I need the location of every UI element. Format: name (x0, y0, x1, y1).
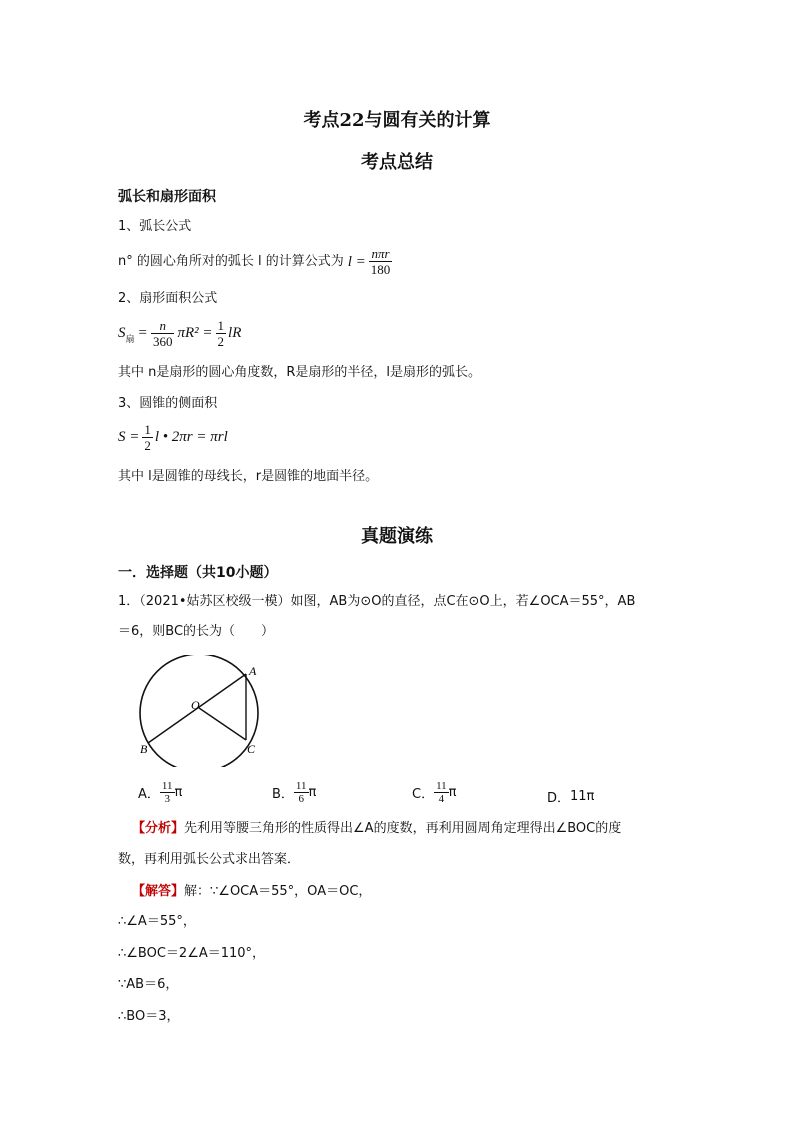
item2-title: 2、扇形面积公式 (118, 291, 218, 306)
option-a[interactable] (138, 780, 182, 805)
analysis-tag: 【分析】 (132, 821, 185, 836)
question-section-title: 一．选择题（共10小题） (118, 565, 278, 581)
fraction-numerator: 11 (295, 780, 307, 792)
option-d[interactable] (547, 787, 594, 806)
cone-area-formula (118, 422, 228, 453)
item2-note: 其中 n是扇形的圆心角度数，R是扇形的半径，l是扇形的弧长。 (118, 365, 482, 380)
fraction-one-half (216, 318, 227, 349)
formula-lhs: S = (118, 429, 140, 445)
item3-note: 其中 l是圆锥的母线长，r是圆锥的地面半径。 (118, 469, 379, 484)
option-letter: C． (412, 787, 435, 802)
option-letter: D． (547, 791, 571, 806)
document-title: 考点22与圆有关的计算 (303, 110, 491, 131)
option-suffix: π (308, 785, 317, 800)
question-1-line-1: 1．（2021•姑苏区校级一模）如图，AB为⊙O的直径，点C在⊙O上，若∠OCA＝55°，AB (118, 594, 636, 609)
option-fraction (434, 780, 449, 805)
option-letter: A． (138, 787, 160, 802)
arc-length-text: n° 的圆心角所对的弧长 l 的计算公式为 (118, 253, 344, 269)
option-suffix: π (448, 785, 457, 800)
formula-s: S (118, 325, 126, 341)
fraction-denominator: 360 (152, 334, 173, 349)
question-1-line-2: ＝6，则BC的长为（ ） (118, 624, 275, 639)
answer-line-1 (132, 883, 371, 901)
answer-text: 解：∵∠OCA＝55°，OA＝OC， (184, 884, 372, 899)
fraction-denominator: 2 (144, 438, 151, 453)
answer-line-3: ∴∠BOC＝2∠A＝110°， (118, 946, 266, 961)
item3-title: 3、圆锥的侧面积 (118, 396, 218, 411)
arc-length-lhs: l = (347, 253, 366, 270)
option-fraction (160, 780, 175, 805)
answer-line-2: ∴∠A＝55°， (118, 914, 196, 929)
fraction-denominator: 6 (298, 793, 304, 805)
label-o: O (191, 698, 200, 712)
formula-tail: lR (228, 325, 242, 341)
fraction-numerator: 1 (144, 422, 151, 437)
fraction-numerator: 1 (217, 318, 225, 333)
fraction-numerator: nπr (369, 246, 393, 262)
section-heading-summary: 考点总结 (361, 152, 433, 173)
fraction-denominator: 180 (370, 262, 391, 277)
fraction-denominator: 2 (217, 334, 225, 349)
section-heading-practice: 真题演练 (361, 526, 433, 547)
fraction-numerator: n (151, 318, 175, 334)
option-fraction (294, 780, 309, 805)
label-a: A (249, 664, 257, 678)
option-suffix: π (174, 785, 183, 800)
fraction-numerator: 11 (161, 780, 173, 792)
option-c[interactable] (412, 780, 457, 805)
option-letter: B． (272, 787, 294, 802)
segment-oc (199, 708, 246, 740)
option-b[interactable] (272, 780, 316, 805)
fraction-denominator: 4 (438, 793, 445, 805)
formula-tail: l • 2πr = πrl (154, 429, 228, 445)
arc-length-line (118, 246, 392, 277)
analysis-text: 先利用等腰三角形的性质得出∠A的度数，再利用圆周角定理得出∠BOC的度 (184, 821, 622, 836)
label-c: C (247, 742, 256, 756)
formula-middle: πR² = (177, 325, 213, 341)
formula-equals: = (138, 325, 147, 341)
fraction-numerator: 11 (436, 780, 447, 792)
circle-figure (132, 655, 272, 767)
analysis-line-2: 数，再利用弧长公式求出答案． (118, 852, 301, 867)
subsection-title: 弧长和扇形面积 (118, 189, 216, 205)
analysis-line-1 (132, 820, 621, 838)
label-b: B (140, 742, 148, 756)
answer-line-5: ∴BO＝3， (118, 1009, 180, 1024)
sector-area-formula (118, 318, 241, 349)
formula-subscript: 扇 (125, 334, 135, 344)
fraction-n-360 (151, 318, 175, 349)
fraction-denominator: 3 (164, 793, 170, 805)
fraction-one-half (142, 422, 153, 453)
option-text: 11π (570, 789, 595, 804)
answer-tag: 【解答】 (132, 884, 185, 899)
answer-line-4: ∵AB＝6， (118, 977, 179, 992)
arc-length-fraction (369, 246, 393, 277)
item1-title: 1、弧长公式 (118, 219, 192, 234)
